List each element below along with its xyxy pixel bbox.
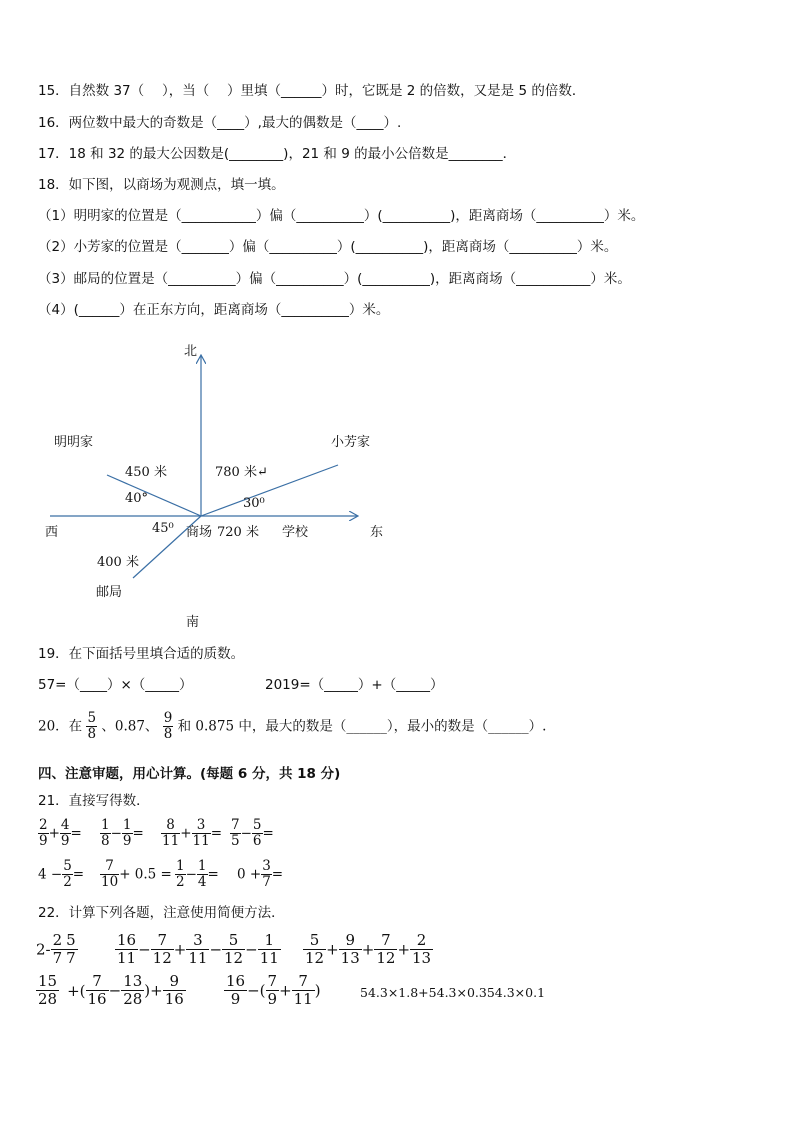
question-21: 21．直接写得数． <box>38 793 150 809</box>
q21-item-e: 4 − $\frac{5}{2}$ = <box>38 858 85 890</box>
section-4-title: 四、注意审题，用心计算。(每题 6 分，共 18 分) <box>38 766 341 782</box>
question-18-1: （1）明明家的位置是（___________）偏（__________）(__________)，距离商场（__________）米。 <box>38 208 645 224</box>
xiaofang-angle: 30⁰ <box>243 496 265 511</box>
question-19: 19．在下面括号里填合适的质数。 <box>38 646 245 662</box>
q21-item-b: $\frac{1}{8}$ − $\frac{1}{9}$ = <box>101 817 144 849</box>
q22-item-d: $\frac{15}{28}$ +( $\frac{7}{16}$ − $\frac{13}{28}$ )+ $\frac{9}{16}$ <box>38 972 184 1008</box>
question-18: 18．如下图，以商场为观测点，填一填。 <box>38 177 285 193</box>
q22-item-a: 2- $\frac{2}{7}$ $\frac{5}{7}$ <box>36 931 76 967</box>
q20-suffix: 和 0.875 中，最大的数是（______），最小的数是（______）. <box>177 718 547 735</box>
xiaofang-distance: 780 米↵ <box>215 465 268 480</box>
fraction: $\frac{5}{8}$ <box>87 710 97 742</box>
q21-item-h: 0 + $\frac{3}{7}$ = <box>237 858 284 890</box>
q20-mid: 、0.87、 <box>101 718 159 735</box>
question-15: 15．自然数 37（ ），当（ ）里填（______）时，它既是 2 的倍数，又是是 5 的倍数． <box>38 83 586 99</box>
question-18-4: （4）(______）在正东方向，距离商场（__________）米。 <box>38 302 390 318</box>
post-distance: 400 米 <box>97 555 139 570</box>
mingming-distance: 450 米 <box>125 465 167 480</box>
question-16: 16．两位数中最大的奇数是（____）,最大的偶数是（____）. <box>38 115 402 131</box>
xiaofang-label: 小芳家 <box>331 435 371 450</box>
q21-item-g: $\frac{1}{2}$ − $\frac{1}{4}$ = <box>176 858 219 890</box>
question-18-2: （2）小芳家的位置是（_______）偏（__________）(__________)，距离商场（__________）米。 <box>38 239 618 255</box>
q22-item-f: 54.3×1.8+54.3×0.354.3×0.1 <box>360 985 546 1000</box>
q20-prefix: 20．在 <box>38 718 83 735</box>
q21-item-f: $\frac{7}{10}$ + 0.5 = <box>101 858 172 890</box>
q22-item-c: $\frac{5}{12}$ + $\frac{9}{13}$ + $\frac{7}{12}$ + $\frac{2}{13}$ <box>305 931 432 967</box>
question-19-b: 2019=（_____）+（_____） <box>265 677 444 693</box>
question-17: 17．18 和 32 的最大公因数是(________)，21 和 9 的最小公倍数是________． <box>38 146 517 162</box>
school-distance: 720 米 <box>217 525 259 540</box>
q22-item-b: $\frac{16}{11}$ − $\frac{7}{12}$ + $\frac{3}{11}$ − $\frac{5}{12}$ − $\frac{1}{11}$ <box>117 931 279 967</box>
q21-item-a: $\frac{2}{9}$ + $\frac{4}{9}$ = <box>39 817 82 849</box>
q21-item-d: $\frac{7}{5}$ − $\frac{5}{6}$ = <box>231 817 274 849</box>
question-18-3: （3）邮局的位置是（__________）偏（__________）(__________)，距离商场（___________）米。 <box>38 271 631 287</box>
question-22: 22．计算下列各题，注意使用简便方法． <box>38 905 285 921</box>
q22-item-e: $\frac{16}{9}$ −( $\frac{7}{9}$ + $\frac{7}{11}$ ) <box>226 972 321 1008</box>
east-label: 东 <box>370 525 384 540</box>
post-angle: 45⁰ <box>152 521 174 536</box>
question-20 <box>38 711 546 742</box>
mingming-label: 明明家 <box>54 435 94 450</box>
q21-item-c: $\frac{8}{11}$ + $\frac{3}{11}$ = <box>162 817 222 849</box>
post-label: 邮局 <box>96 585 123 600</box>
mingming-ray <box>107 475 201 516</box>
school-label: 学校 <box>282 525 309 540</box>
question-19-a: 57=（____）×（_____） <box>38 677 193 693</box>
west-label: 西 <box>45 525 59 540</box>
mall-label: 商场 <box>186 525 213 540</box>
mingming-angle: 40° <box>125 491 149 506</box>
north-label: 北 <box>184 344 198 359</box>
fraction: $\frac{9}{8}$ <box>163 710 173 742</box>
south-label: 南 <box>186 615 200 630</box>
